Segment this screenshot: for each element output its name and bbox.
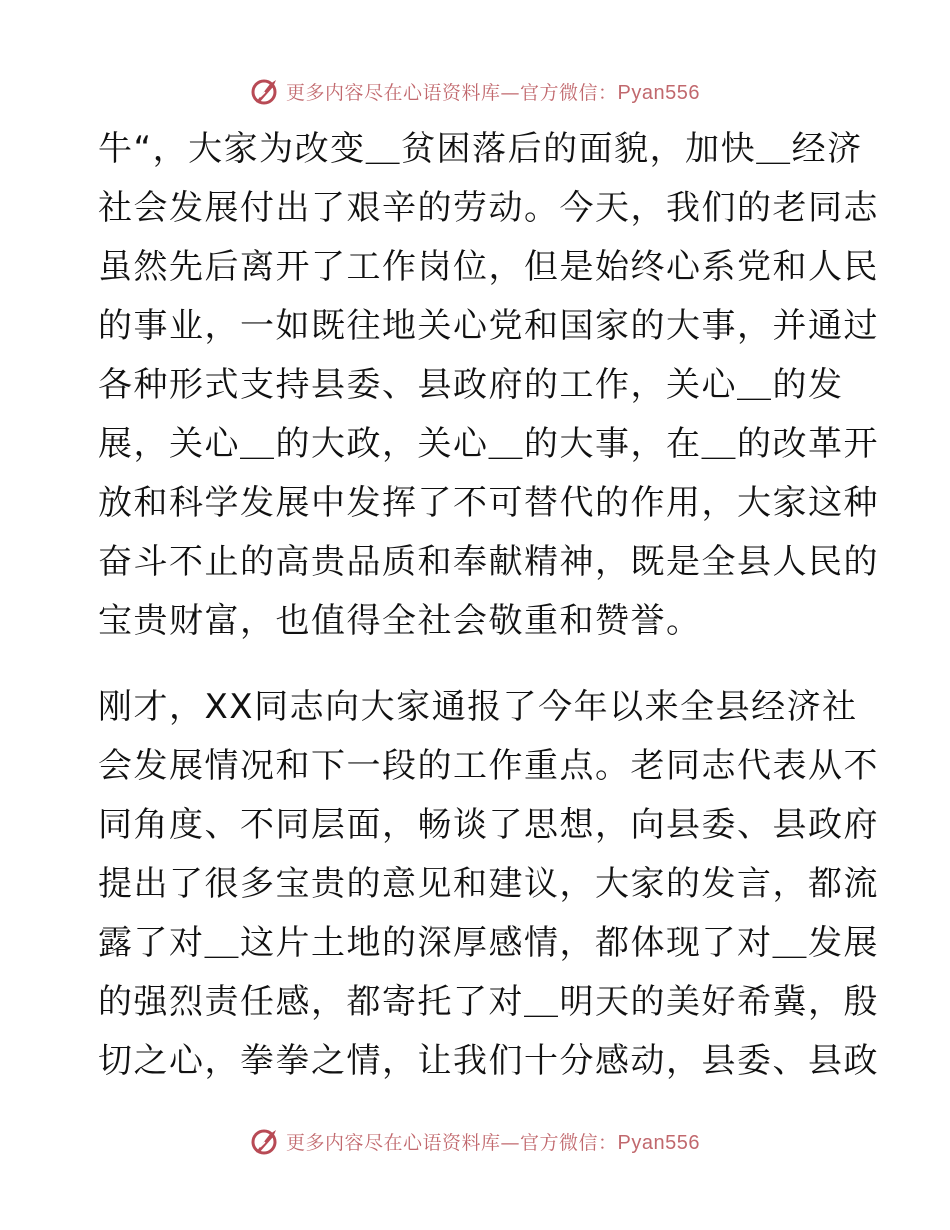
paragraph-2	[98, 678, 879, 1091]
text-line: 的强烈责任感，都寄托了对＿明天的美好希冀，殷	[98, 982, 879, 1022]
footer-banner-text: 更多内容尽在心语资料库—官方微信：Pyan556	[286, 1131, 700, 1154]
document-body	[98, 120, 879, 1091]
footer-banner	[0, 1124, 950, 1158]
text-line: 切之心，拳拳之情，让我们十分感动，县委、县政	[98, 1041, 879, 1081]
quill-logo-icon	[250, 76, 280, 106]
text-line: 同角度、不同层面，畅谈了思想，向县委、县政府	[98, 805, 879, 845]
header-wechat-id: Pyan556	[617, 81, 700, 104]
text-line: 奋斗不止的高贵品质和奉献精神，既是全县人民的	[98, 542, 879, 582]
text-line: 虽然先后离开了工作岗位，但是始终心系党和人民	[98, 247, 879, 287]
text-line: 社会发展付出了艰辛的劳动。今天，我们的老同志	[98, 188, 879, 228]
text-line: 露了对＿这片土地的深厚感情，都体现了对＿发展	[98, 923, 879, 963]
text-line: 刚才，XX同志向大家通报了今年以来全县经济社	[98, 687, 858, 727]
text-line: 各种形式支持县委、县政府的工作，关心＿的发	[98, 365, 844, 405]
text-line: 的事业，一如既往地关心党和国家的大事，并通过	[98, 306, 879, 346]
paragraph-1	[98, 120, 879, 651]
text-line: 牛“，大家为改变＿贫困落后的面貌，加快＿经济	[98, 129, 863, 169]
quill-logo-icon	[250, 1126, 280, 1156]
footer-wechat-id: Pyan556	[617, 1131, 700, 1154]
text-line: 放和科学发展中发挥了不可替代的作用，大家这种	[98, 483, 879, 523]
text-line: 宝贵财富，也值得全社会敬重和赞誉。	[98, 601, 702, 641]
paragraph-spacer	[98, 651, 858, 678]
text-line: 提出了很多宝贵的意见和建议，大家的发言，都流	[98, 864, 879, 904]
header-banner	[0, 74, 950, 108]
text-line: 展，关心＿的大政，关心＿的大事，在＿的改革开	[98, 424, 879, 464]
text-line: 会发展情况和下一段的工作重点。老同志代表从不	[98, 746, 879, 786]
header-banner-text: 更多内容尽在心语资料库—官方微信：Pyan556	[286, 81, 700, 104]
